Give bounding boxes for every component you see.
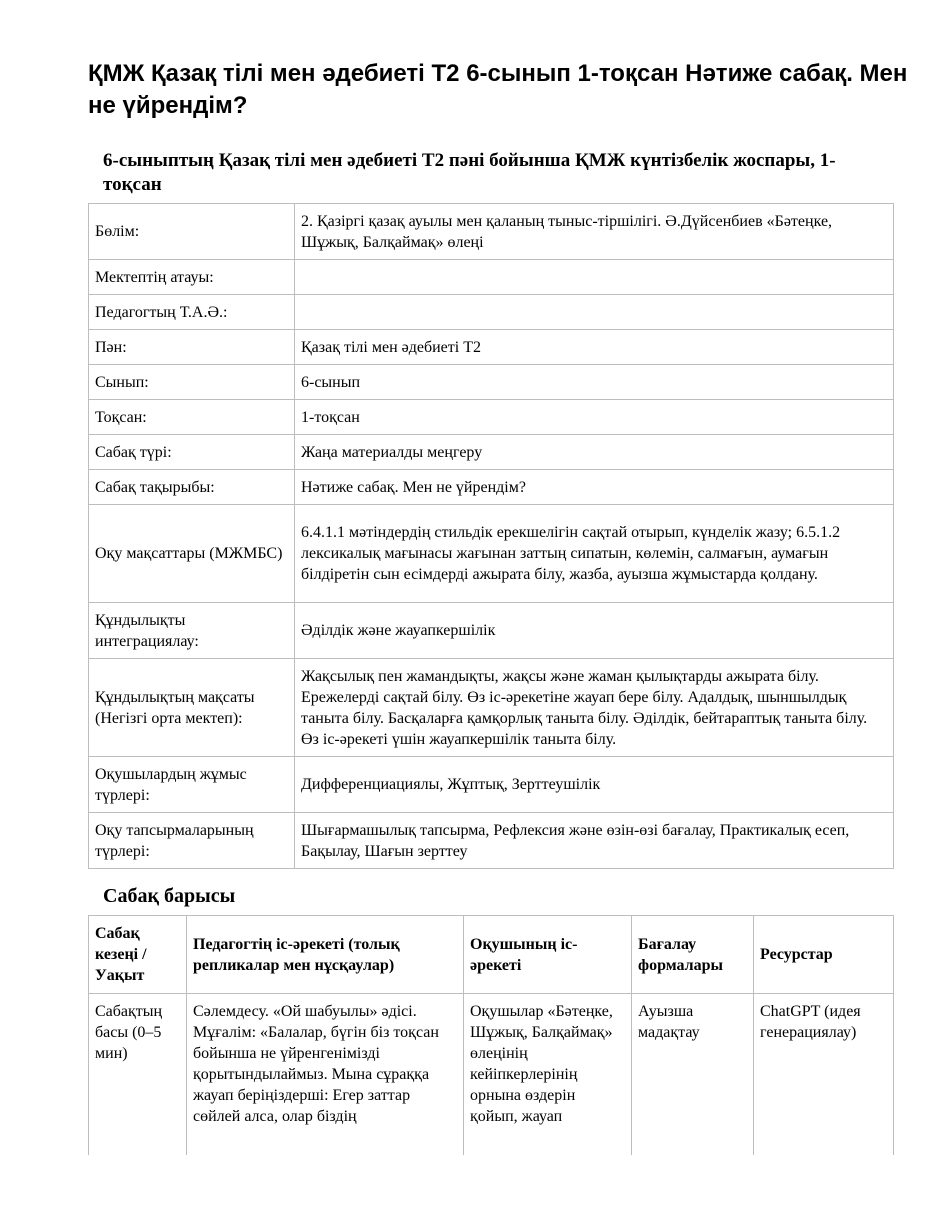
info-value — [295, 295, 894, 330]
info-value: Әділдік және жауапкершілік — [295, 603, 894, 659]
table-row — [89, 470, 894, 505]
column-header-resources: Ресурстар — [754, 916, 894, 994]
plan-heading: 6-сыныптың Қазақ тілі мен әдебиеті Т2 пәні бойынша ҚМЖ күнтізбелік жоспары, 1-тоқсан — [103, 150, 836, 195]
info-value: Жақсылық пен жамандықты, жақсы және жаман қылықтарды ажырата білу. Ережелерді сақтай білу. Өз іс-әрекетіне жауап бере білу. Адалдық, шыншылдық таныта білу. Басқаларға қамқорлық таныта білу. Әділдік, бейтараптық таныта білу. Өз іс-әрекеті үшін жауапкершілік таныта білу. — [295, 659, 894, 757]
table-row — [89, 435, 894, 470]
table-row — [89, 603, 894, 659]
lesson-progress-table — [88, 915, 894, 1164]
info-label: Педагогтың Т.А.Ә.: — [89, 295, 295, 330]
info-value: 2. Қазіргі қазақ ауылы мен қаланың тыныс-тіршілігі. Ә.Дүйсенбиев «Бәтеңке, Шұжық, Балқаймақ» өлеңі — [295, 204, 894, 260]
column-header-assessment: Бағалау формалары — [632, 916, 754, 994]
table-row — [89, 330, 894, 365]
info-value: Қазақ тілі мен әдебиеті Т2 — [295, 330, 894, 365]
info-label: Тоқсан: — [89, 400, 295, 435]
table-row — [89, 813, 894, 869]
column-header-teacher: Педагогтің іс-әрекеті (толық репликалар мен нұсқаулар) — [187, 916, 464, 994]
table-row — [89, 400, 894, 435]
column-header-student: Оқушының іс-әрекеті — [464, 916, 632, 994]
info-label: Құндылықтың мақсаты (Негізгі орта мектеп): — [89, 659, 295, 757]
info-value: 1-тоқсан — [295, 400, 894, 435]
resources-cell: ChatGPT (идея генерациялау) — [754, 994, 894, 1164]
info-label: Оқушылардың жұмыс түрлері: — [89, 757, 295, 813]
table-row — [89, 659, 894, 757]
student-cell: Оқушылар «Бәтеңке, Шұжық, Балқаймақ» өлеңінің кейіпкерлерінің орнына өздерін қойып, жауап — [464, 994, 632, 1164]
info-label: Оқу мақсаттары (МЖМБС) — [89, 505, 295, 603]
table-row — [89, 505, 894, 603]
info-value — [295, 260, 894, 295]
info-label: Пән: — [89, 330, 295, 365]
info-value: Шығармашылық тапсырма, Рефлексия және өзін-өзі бағалау, Практикалық есеп, Бақылау, Шағын зерттеу — [295, 813, 894, 869]
info-value: 6-сынып — [295, 365, 894, 400]
table-row — [89, 295, 894, 330]
column-header-stage: Сабақ кезеңі / Уақыт — [89, 916, 187, 994]
assessment-cell: Ауызша мадақтау — [632, 994, 754, 1164]
info-label: Сынып: — [89, 365, 295, 400]
table-row — [89, 994, 894, 1164]
info-label: Сабақ тақырыбы: — [89, 470, 295, 505]
info-value: Жаңа материалды меңгеру — [295, 435, 894, 470]
progress-heading: Сабақ барысы — [103, 885, 236, 907]
info-label: Мектептің атауы: — [89, 260, 295, 295]
table-row — [89, 204, 894, 260]
table-row — [89, 757, 894, 813]
lesson-info-table — [88, 203, 894, 869]
info-value: Дифференциациялы, Жұптық, Зерттеушілік — [295, 757, 894, 813]
info-value: Нәтиже сабақ. Мен не үйрендім? — [295, 470, 894, 505]
info-label: Құндылықты интеграциялау: — [89, 603, 295, 659]
table-row — [89, 365, 894, 400]
teacher-cell: Сәлемдесу. «Ой шабуылы» әдісі. Мұғалім: «Балалар, бүгін біз тоқсан бойынша не үйренгенімізді қорытындылаймыз. Мына сұраққа жауап беріңіздерші: Егер заттар сөйлей алса, олар біздің — [187, 994, 464, 1164]
page-bottom-margin — [0, 1155, 935, 1210]
table-row — [89, 260, 894, 295]
info-label: Сабақ түрі: — [89, 435, 295, 470]
info-label: Бөлім: — [89, 204, 295, 260]
table-header-row — [89, 916, 894, 994]
info-label: Оқу тапсырмаларының түрлері: — [89, 813, 295, 869]
info-value: 6.4.1.1 мәтіндердің стильдік ерекшелігін сақтай отырып, күнделік жазу; 6.5.1.2 лексикалық мағынасы жағынан заттың сипатын, көлемін, салмағын, аумағын білдіретін сын есімдерді ажырата білу, жазба, ауызша жұмыстарда қолдану. — [295, 505, 894, 603]
stage-cell: Сабақтың басы (0–5 мин) — [89, 994, 187, 1164]
page-title: ҚМЖ Қазақ тілі мен әдебиеті Т2 6-сынып 1-тоқсан Нәтиже сабақ. Мен не үйрендім? — [88, 60, 908, 119]
